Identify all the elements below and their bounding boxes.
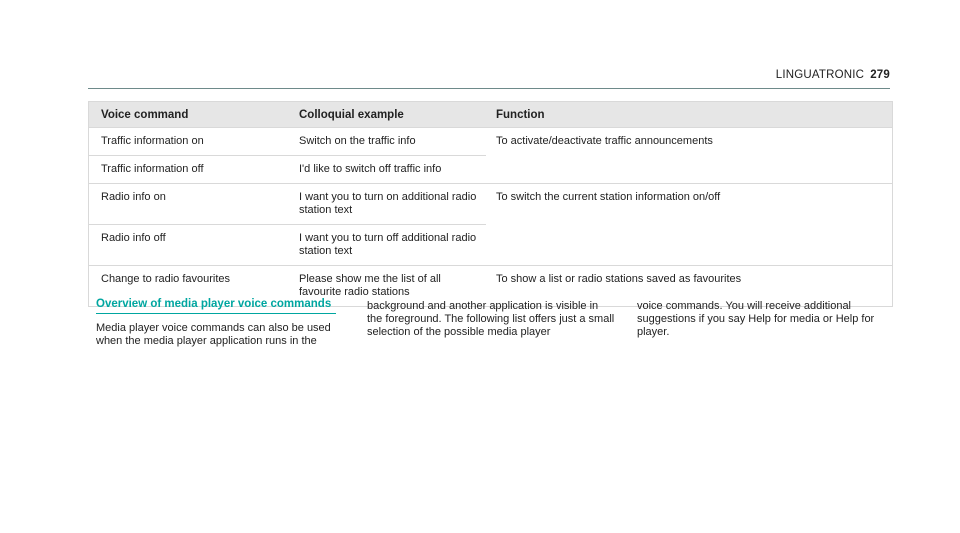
example-cell: I want you to turn off additional radio station text — [299, 232, 477, 257]
voice-command-cell: Traffic information on — [101, 135, 204, 147]
function-cell: To show a list or radio stations saved as favourites — [496, 273, 742, 285]
page-header — [776, 69, 890, 81]
column-header-voice-command: Voice command — [101, 108, 189, 121]
example-cell: Please show me the list of all favourite radio stations — [299, 273, 441, 298]
body-text-column-2: background and another application is visible in the foreground. The following list offers just a small selection of the possible media player — [367, 300, 615, 338]
body-text-column-1: Media player voice commands can also be used when the media player application runs in the — [96, 322, 331, 347]
table-header-row — [89, 102, 892, 127]
table-row — [89, 128, 486, 155]
table-row — [89, 224, 486, 265]
voice-command-cell: Radio info off — [101, 232, 166, 244]
function-cell: To switch the current station information on/off — [496, 191, 721, 203]
header-divider — [88, 88, 890, 89]
example-cell: I want you to turn on additional radio station text — [299, 191, 477, 216]
example-cell: Switch on the traffic info — [299, 135, 416, 147]
table-group-radio-info — [89, 183, 892, 265]
table-row — [89, 184, 486, 224]
page-number: 279 — [870, 69, 890, 81]
chapter-title: LINGUATRONIC — [775, 69, 865, 81]
table-group-traffic — [89, 127, 892, 183]
column-header-colloquial-example: Colloquial example — [299, 108, 404, 121]
voice-command-table — [88, 101, 893, 307]
example-cell: I'd like to switch off traffic info — [299, 163, 442, 175]
column-header-function: Function — [496, 108, 545, 121]
voice-command-cell: Radio info on — [101, 191, 166, 203]
section-heading: Overview of media player voice commands — [96, 298, 336, 314]
body-text-column-3: voice commands. You will receive additional suggestions if you say Help for media or Help for player. — [637, 300, 875, 338]
voice-command-cell: Change to radio favourites — [101, 273, 231, 285]
function-cell: To activate/deactivate traffic announcements — [496, 135, 713, 147]
voice-command-cell: Traffic information off — [101, 163, 204, 175]
table-row — [89, 155, 486, 183]
